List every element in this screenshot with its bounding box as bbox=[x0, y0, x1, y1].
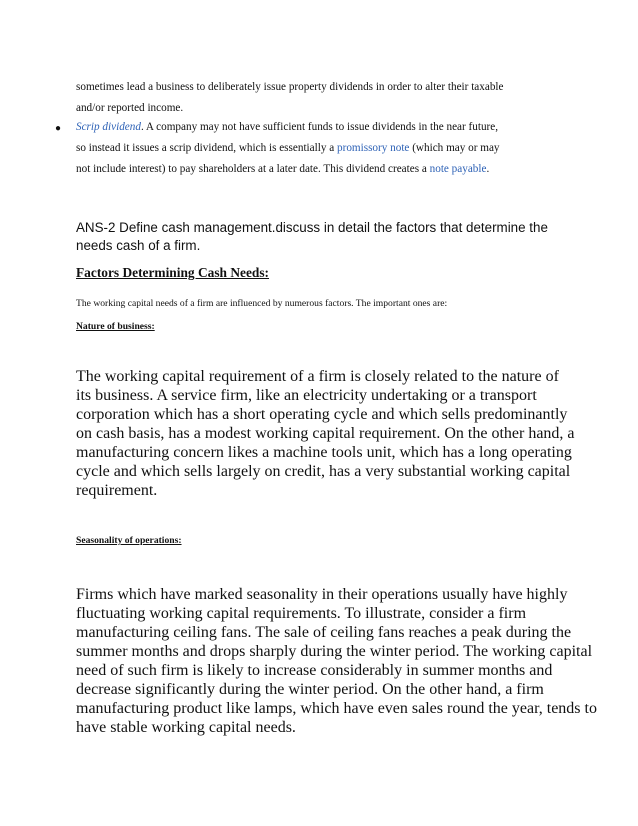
paragraph-text: so instead it issues a scrip dividend, which is essentially a bbox=[76, 142, 337, 154]
paragraph-line: decrease significantly during the winter period. On the other hand, a firm bbox=[76, 681, 544, 698]
factors-heading: Factors Determining Cash Needs: bbox=[76, 265, 270, 280]
paragraph-line: on cash basis, has a modest working capital requirement. On the other hand, a bbox=[76, 425, 575, 442]
paragraph-line: Firms which have marked seasonality in their operations usually have highly bbox=[76, 586, 568, 603]
bullet-icon: ● bbox=[55, 123, 62, 134]
paragraph-line: summer months and drops sharply during the winter period. The working capital bbox=[76, 643, 593, 660]
paragraph-line: have stable working capital needs. bbox=[76, 719, 296, 736]
paragraph-line: fluctuating working capital requirements. To illustrate, consider a firm bbox=[76, 605, 527, 622]
paragraph-text: . bbox=[486, 163, 490, 175]
factors-intro: The working capital needs of a firm are influenced by numerous factors. The important ones are: bbox=[76, 298, 448, 309]
paragraph-line: and/or reported income. bbox=[76, 102, 184, 114]
nature-of-business-paragraph bbox=[76, 367, 576, 500]
question-heading bbox=[76, 219, 566, 255]
paragraph-line: corporation which has a short operating cycle and which sells predominantly bbox=[76, 406, 568, 423]
seasonality-heading: Seasonality of operations: bbox=[76, 535, 182, 546]
seasonality-paragraph bbox=[76, 585, 597, 737]
scrip-dividend-link[interactable]: Scrip dividend bbox=[76, 121, 141, 133]
paragraph-text: (which may or may bbox=[409, 142, 500, 154]
paragraph-line: manufacturing ceiling fans. The sale of ceiling fans reaches a peak during the bbox=[76, 624, 572, 641]
paragraph-text: . A company may not have sufficient funds to issue dividends in the near future, bbox=[140, 121, 499, 133]
paragraph-line: its business. A service firm, like an electricity undertaking or a transport bbox=[76, 387, 537, 404]
paragraph-line: cycle and which sells largely on credit, has a very substantial working capital bbox=[76, 463, 571, 480]
paragraph-line: manufacturing product like lamps, which have even sales round the year, tends to bbox=[76, 700, 597, 717]
question-line: ANS-2 Define cash management.discuss in detail the factors that determine the bbox=[76, 220, 548, 235]
nature-of-business-heading: Nature of business: bbox=[76, 321, 155, 332]
scrip-dividend-paragraph bbox=[76, 117, 562, 180]
paragraph-line: need of such firm is likely to increase considerably in summer months and bbox=[76, 662, 553, 679]
paragraph-line: sometimes lead a business to deliberately issue property dividends in order to alter their taxable bbox=[76, 81, 504, 93]
question-line: needs cash of a firm. bbox=[76, 238, 201, 253]
promissory-note-link[interactable]: promissory note bbox=[337, 142, 410, 154]
paragraph-text: not include interest) to pay shareholders at a later date. This dividend creates a bbox=[76, 163, 430, 175]
paragraph-line: The working capital requirement of a firm is closely related to the nature of bbox=[76, 368, 559, 385]
paragraph-line: requirement. bbox=[76, 482, 158, 499]
paragraph-line: manufacturing concern likes a machine tools unit, which has a long operating bbox=[76, 444, 572, 461]
note-payable-link[interactable]: note payable bbox=[429, 163, 487, 175]
property-dividend-paragraph-end bbox=[76, 77, 562, 119]
